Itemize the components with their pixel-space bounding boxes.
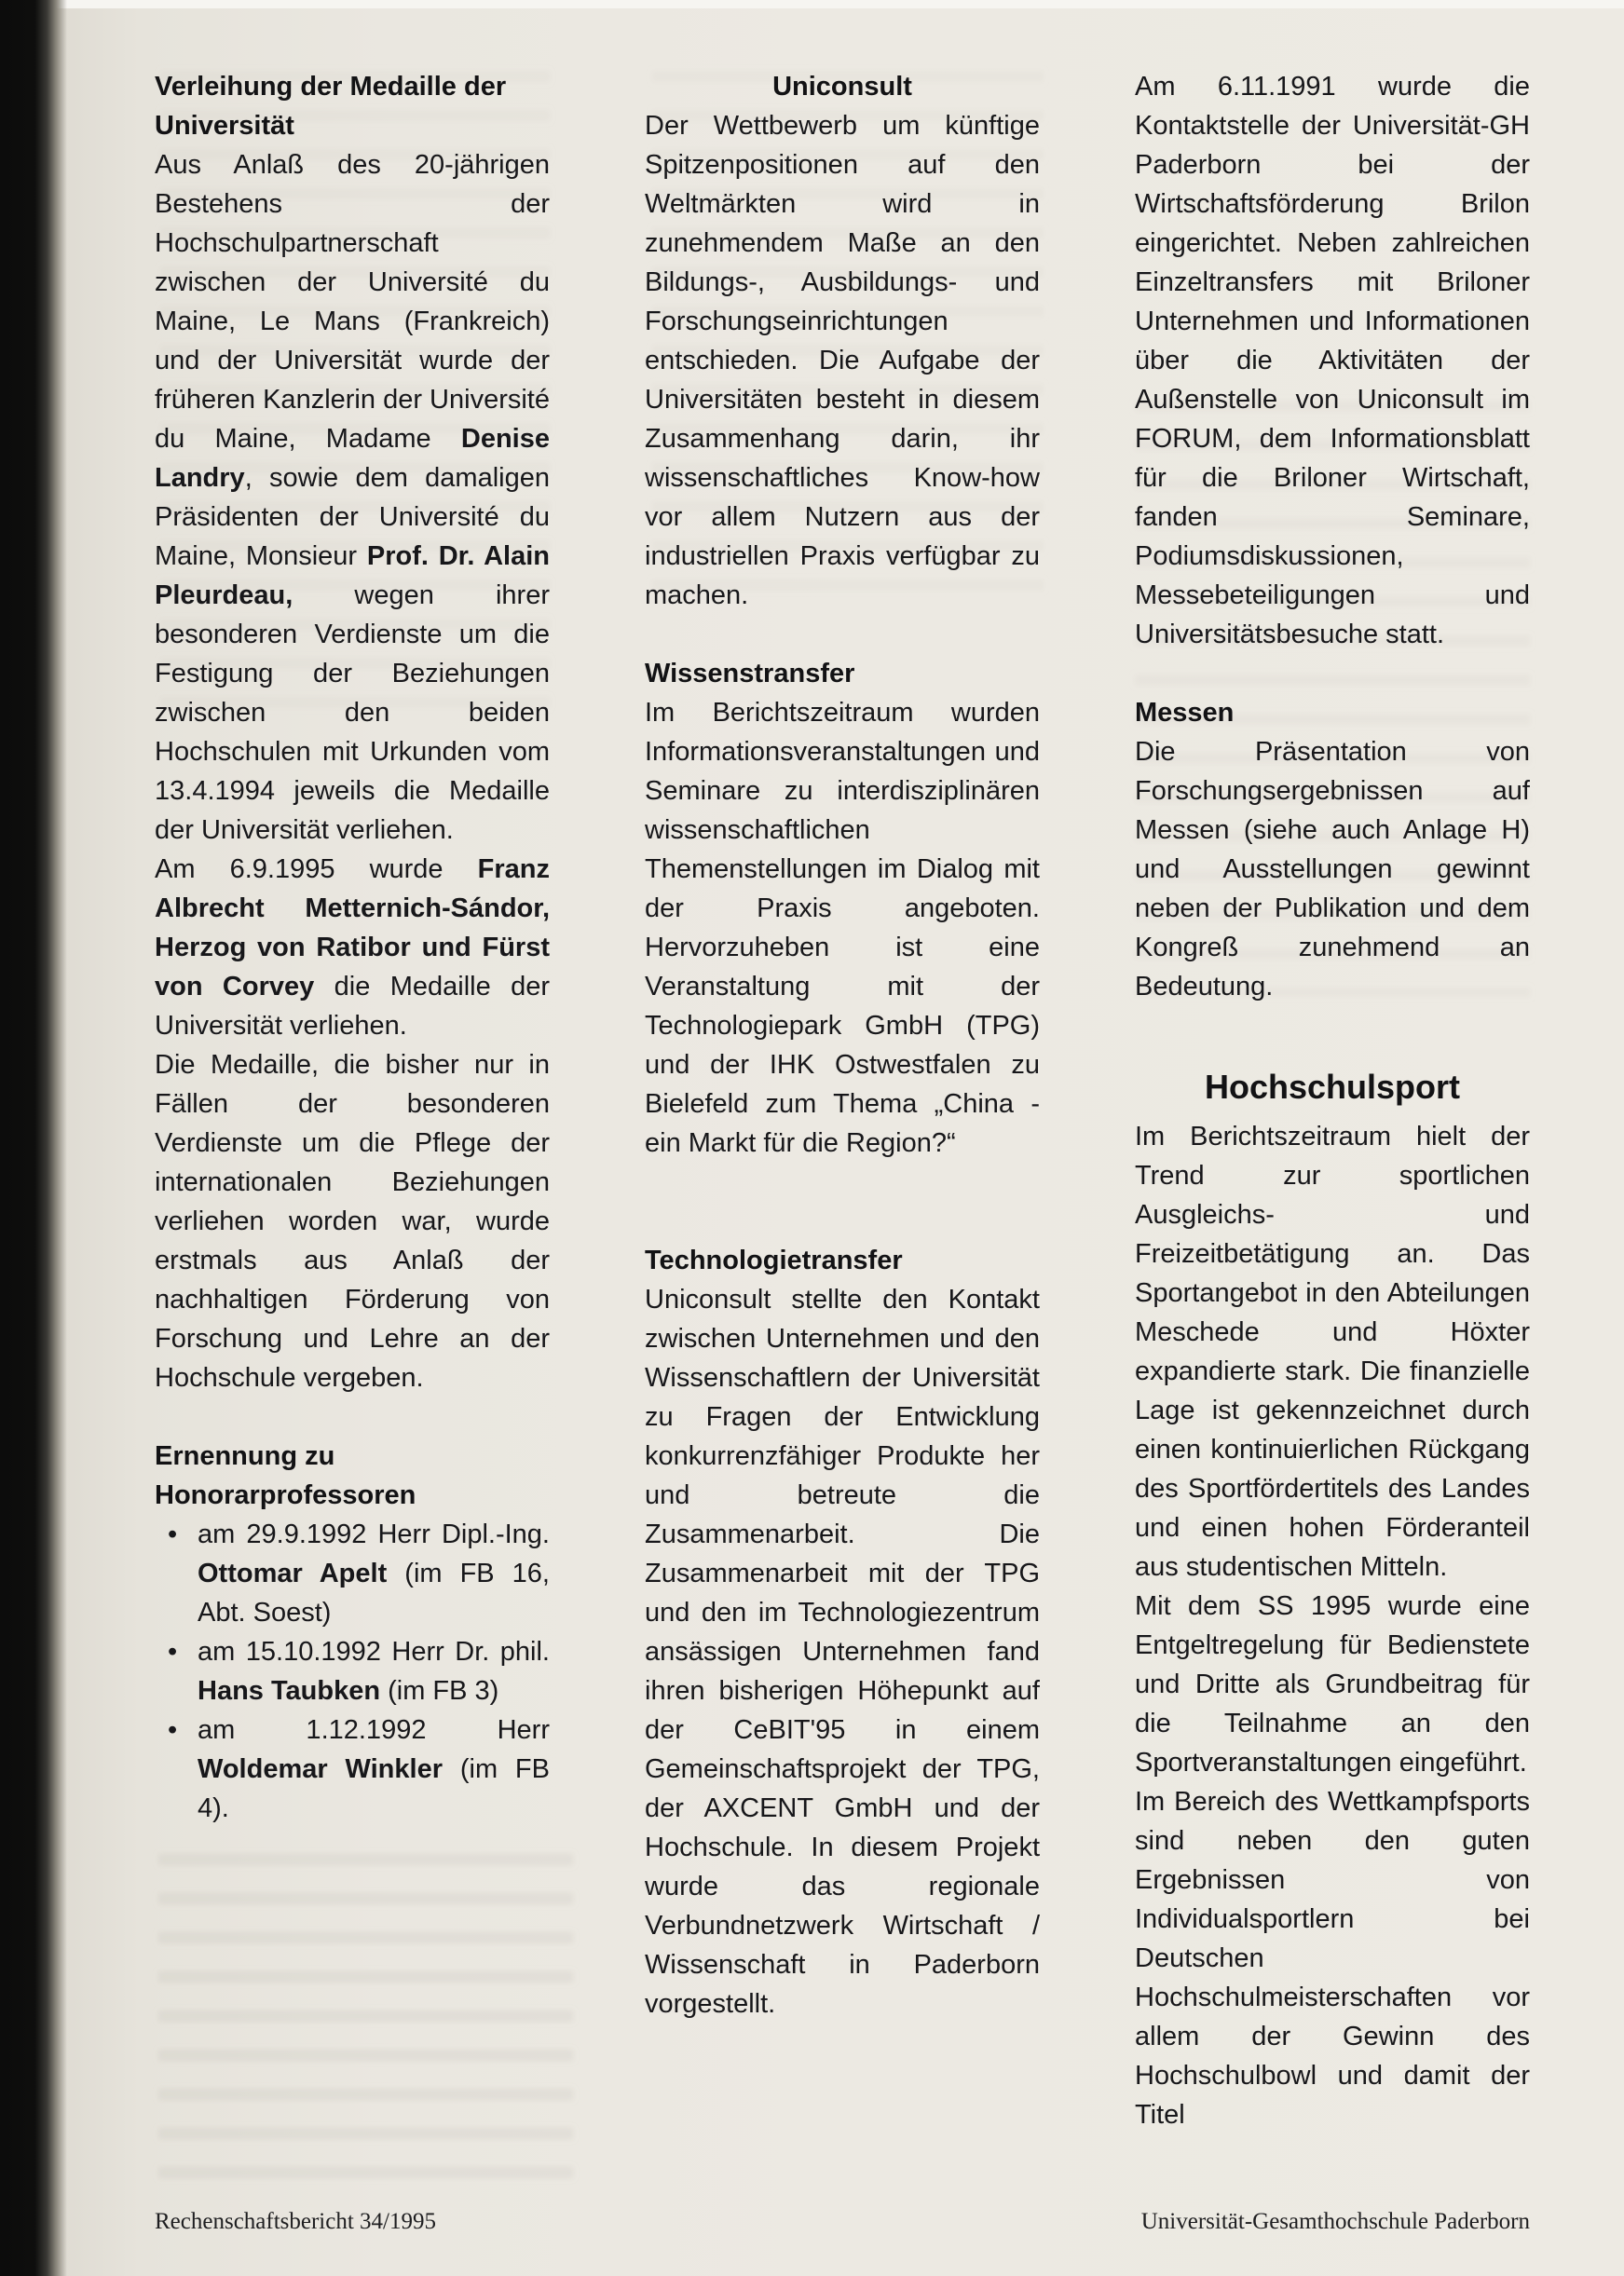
- text-segment: Am 6.11.1991 wurde die Kontaktstelle der Universität-GH Paderborn bei der Wirtschaftsförderung Brilon eingerichtet. Neben zahlreichen Einzeltransfers mit Briloner Unternehmen und Informationen über die Aktivitäten der Außenstelle von Uniconsult im FORUM, dem Informationsblatt für die Briloner Wirtschaft, fanden Seminare, Podiumsdiskussionen, Messebeteiligungen und Universitätsbesuche statt.: [1135, 72, 1530, 649]
- text-segment: Aus Anlaß des 20-jährigen Bestehens der Hochschulpartnerschaft zwischen der Université du Maine, Le Mans (Frankreich) und der Universität wurde der früheren Kanzlerin der Université du Maine, Madame: [155, 150, 550, 454]
- column-left: [155, 67, 550, 2134]
- bold-text: Woldemar Winkler: [198, 1754, 443, 1784]
- column-right: [1135, 67, 1530, 2134]
- paragraph: [645, 693, 1040, 1163]
- footer-report-title: Rechenschaftsbericht 34/1995: [155, 2209, 436, 2234]
- bold-text: Franz Albrecht Metternich-Sándor, Herzog von Ratibor und Fürst von Corvey: [155, 854, 550, 1002]
- page-body: [155, 67, 1534, 2134]
- paragraph: [155, 1045, 550, 1397]
- text-segment: wegen ihrer besonderen Verdienste um die Festigung der Beziehungen zwischen den beiden Hochschulen mit Urkunden vom 13.4.1994 jeweils die Medaille der Universität verliehen.: [155, 580, 550, 845]
- text-segment: Im Berichtszeitraum hielt der Trend zur sportlichen Ausgleichs- und Freizeitbetätigung an. Das Sportangebot in den Abteilungen Meschede und Höxter expandierte stark. Die finanzielle Lage ist gekennzeichnet durch einen kontinuierlichen Rückgang des Sportfördertitels des Landes und einen hohen Förderanteil aus studentischen Mitteln.: [1135, 1122, 1530, 1582]
- bold-text: Denise Landry: [155, 424, 550, 493]
- section-heading: Wissenstransfer: [645, 659, 855, 688]
- column-middle: [645, 67, 1040, 2134]
- paragraph: [645, 106, 1040, 615]
- bold-text: Ottomar Apelt: [198, 1559, 388, 1588]
- paragraph: [155, 850, 550, 1045]
- section-heading: Ernennung zu Honorarprofessoren: [155, 1441, 416, 1510]
- text-segment: Die Medaille, die bisher nur in Fällen der besonderen Verdienste um die Pflege der internationalen Beziehungen verliehen worden war, wurde erstmals aus Anlaß der nachhaltigen Förderung von Forschung und Lehre an der Hochschule vergeben.: [155, 1050, 550, 1393]
- scan-top-edge-artifact: [56, 0, 1624, 8]
- text-segment: (im FB 4).: [198, 1754, 550, 1823]
- text-segment: Im Berichtszeitraum wurden Informationsveranstaltungen und Seminare zu interdisziplinären wissenschaftlichen Themenstellungen im Dialog mit der Praxis angeboten. Hervorzuheben ist eine Veranstaltung mit der Technologiepark GmbH (TPG) und der IHK Ostwestfalen zu Bielefeld zum Thema „China - ein Markt für die Region?“: [645, 698, 1040, 1158]
- text-segment: Die Präsentation von Forschungsergebnissen auf Messen (siehe auch Anlage H) und Ausstellungen gewinnt neben der Publikation und dem Kongreß zunehmend an Bedeutung.: [1135, 737, 1530, 1002]
- section-heading: Uniconsult: [772, 72, 912, 102]
- bullet-list: [155, 1515, 550, 1828]
- bullet-item: [155, 1710, 550, 1828]
- text-segment: Mit dem SS 1995 wurde eine Entgeltregelung für Bedienstete und Dritte als Grundbeitrag für die Teilnahme an den Sportveranstaltungen eingeführt.: [1135, 1591, 1530, 1778]
- paragraph: [1135, 67, 1530, 654]
- text-segment: am 15.10.1992 Herr Dr. phil.: [198, 1637, 550, 1667]
- text-segment: am 1.12.1992 Herr: [198, 1715, 550, 1745]
- bullet-item: [155, 1515, 550, 1632]
- text-segment: , sowie dem damaligen Präsidenten der Université du Maine, Monsieur: [155, 463, 550, 571]
- paragraph: [1135, 1587, 1530, 1782]
- text-segment: Der Wettbewerb um künftige Spitzenpositionen auf den Weltmärkten wird in zunehmendem Maße an den Bildungs-, Ausbildungs- und Forschungseinrichtungen entschieden. Die Aufgabe der Universitäten besteht in diesem Zusammenhang darin, ihr wissenschaftliches Know-how vor allem Nutzern aus der industriellen Praxis verfügbar zu machen.: [645, 111, 1040, 610]
- text-segment: Im Bereich des Wettkampfsports sind neben den guten Ergebnissen von Individualsportlern bei Deutschen Hochschulmeisterschaften vor allem der Gewinn des Hochschulbowl und damit der Titel: [1135, 1787, 1530, 2130]
- text-segment: am 29.9.1992 Herr Dipl.-Ing.: [198, 1520, 550, 1549]
- paragraph: [1135, 732, 1530, 1006]
- text-segment: Uniconsult stellte den Kontakt zwischen Unternehmen und den Wissenschaftlern der Universität zu Fragen der Entwicklung konkurrenzfähiger Produkte her und betreute die Zusammenarbeit. Die Zusammenarbeit mit der TPG und den im Technologiezentrum ansässigen Unternehmen fand ihren bisherigen Höhepunkt auf der CeBIT'95 in einem Gemeinschaftsprojekt der TPG, der AXCENT GmbH und der Hochschule. In diesem Projekt wurde das regionale Verbundnetzwerk Wirtschaft / Wissenschaft in Paderborn vorgestellt.: [645, 1285, 1040, 2019]
- text-segment: (im FB 16, Abt. Soest): [198, 1559, 550, 1628]
- paragraph: [1135, 1117, 1530, 1587]
- section-heading: Messen: [1135, 698, 1235, 728]
- paragraph: [645, 1280, 1040, 2024]
- section-heading: Technologietransfer: [645, 1246, 903, 1275]
- paragraph: [155, 145, 550, 850]
- page-footer: [155, 2209, 1530, 2235]
- bold-text: Prof. Dr. Alain Pleurdeau,: [155, 541, 550, 610]
- paragraph: [1135, 1782, 1530, 2134]
- bold-text: Hans Taubken: [198, 1676, 381, 1706]
- text-segment: die Medaille der Universität verliehen.: [155, 972, 550, 1041]
- section-heading: Hochschulsport: [1204, 1068, 1461, 1106]
- section-heading: Verleihung der Medaille der Universität: [155, 72, 507, 141]
- scan-edge-artifact: [0, 0, 67, 2276]
- footer-institution: Universität-Gesamthochschule Paderborn: [1140, 2209, 1530, 2234]
- bullet-item: [155, 1632, 550, 1710]
- text-segment: Am 6.9.1995 wurde: [155, 854, 478, 884]
- text-segment: (im FB 3): [380, 1676, 499, 1706]
